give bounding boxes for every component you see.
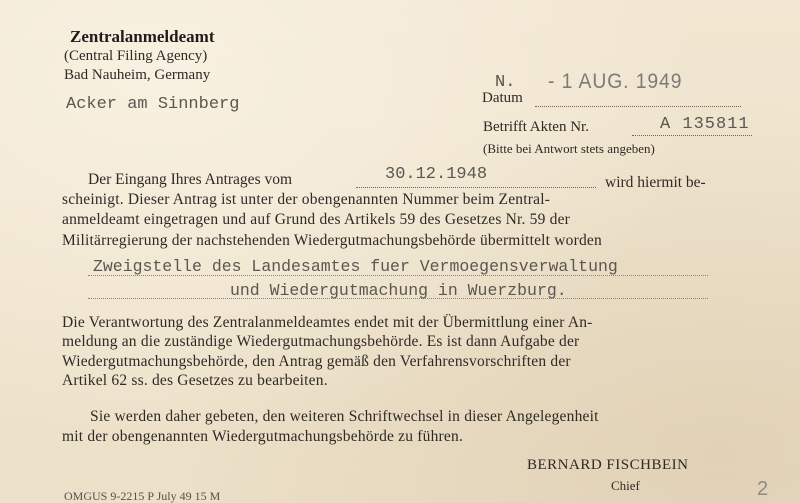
paragraph1-line: Militärregierung der nachstehenden Wiedergutmachungsbehörde übermittelt worden bbox=[62, 232, 602, 249]
restitution-office-line2: und Wiedergutmachung in Wuerzburg. bbox=[230, 281, 567, 300]
paragraph1-intro: Der Eingang Ihres Antrages vom bbox=[88, 171, 293, 188]
application-date: 30.12.1948 bbox=[385, 165, 488, 184]
agency-name: Zentralanmeldeamt bbox=[70, 27, 215, 46]
paragraph1-line: anmeldeamt eingetragen und auf Grund des Artikels 59 des Gesetzes Nr. 59 der bbox=[62, 211, 571, 228]
reference-note: (Bitte bei Antwort stets angeben) bbox=[483, 141, 655, 156]
typed-address: Acker am Sinnberg bbox=[66, 95, 240, 114]
signer-title: Chief bbox=[611, 478, 640, 493]
reference-number: A 135811 bbox=[660, 115, 750, 134]
datum-dotted-line bbox=[535, 106, 741, 107]
datum-label: Datum bbox=[482, 90, 523, 106]
reference-label: Betrifft Akten Nr. bbox=[483, 119, 589, 135]
paragraph1-intro-end: wird hiermit be- bbox=[605, 174, 706, 191]
margin-mark: 2 bbox=[757, 478, 769, 500]
paragraph2-line: meldung an die zuständige Wiedergutmachungsbehörde. Es ist dann Aufgabe der bbox=[62, 333, 580, 350]
application-date-line bbox=[356, 187, 596, 188]
paragraph2-line: Artikel 62 ss. des Gesetzes zu bearbeiten. bbox=[62, 372, 328, 389]
paragraph2-line: Wiedergutmachungsbehörde, den Antrag gemäß den Verfahrensvorschriften der bbox=[62, 353, 571, 370]
reference-dotted-line bbox=[632, 135, 752, 136]
signer-name: BERNARD FISCHBEIN bbox=[527, 457, 689, 473]
agency-city: Bad Nauheim, Germany bbox=[64, 67, 211, 83]
paragraph3-line: Sie werden daher gebeten, den weiteren Schriftwechsel in dieser Angelegenheit bbox=[90, 408, 599, 425]
paragraph3-line: mit der obengenannten Wiedergutmachungsbehörde zu führen. bbox=[62, 428, 464, 445]
paragraph2-line: Die Verantwortung des Zentralanmeldeamtes endet mit der Übermittlung einer An- bbox=[62, 314, 593, 331]
number-label: N. bbox=[495, 73, 516, 92]
date-stamp: - 1 AUG. 1949 bbox=[548, 70, 683, 93]
restitution-office-line1: Zweigstelle des Landesamtes fuer Vermoegensverwaltung bbox=[93, 257, 618, 276]
agency-english-name: (Central Filing Agency) bbox=[64, 48, 208, 64]
paragraph1-line: scheinigt. Dieser Antrag ist unter der obengenannten Nummer beim Zentral- bbox=[62, 191, 551, 208]
form-reference: OMGUS 9-2215 P July 49 15 M bbox=[64, 489, 221, 503]
